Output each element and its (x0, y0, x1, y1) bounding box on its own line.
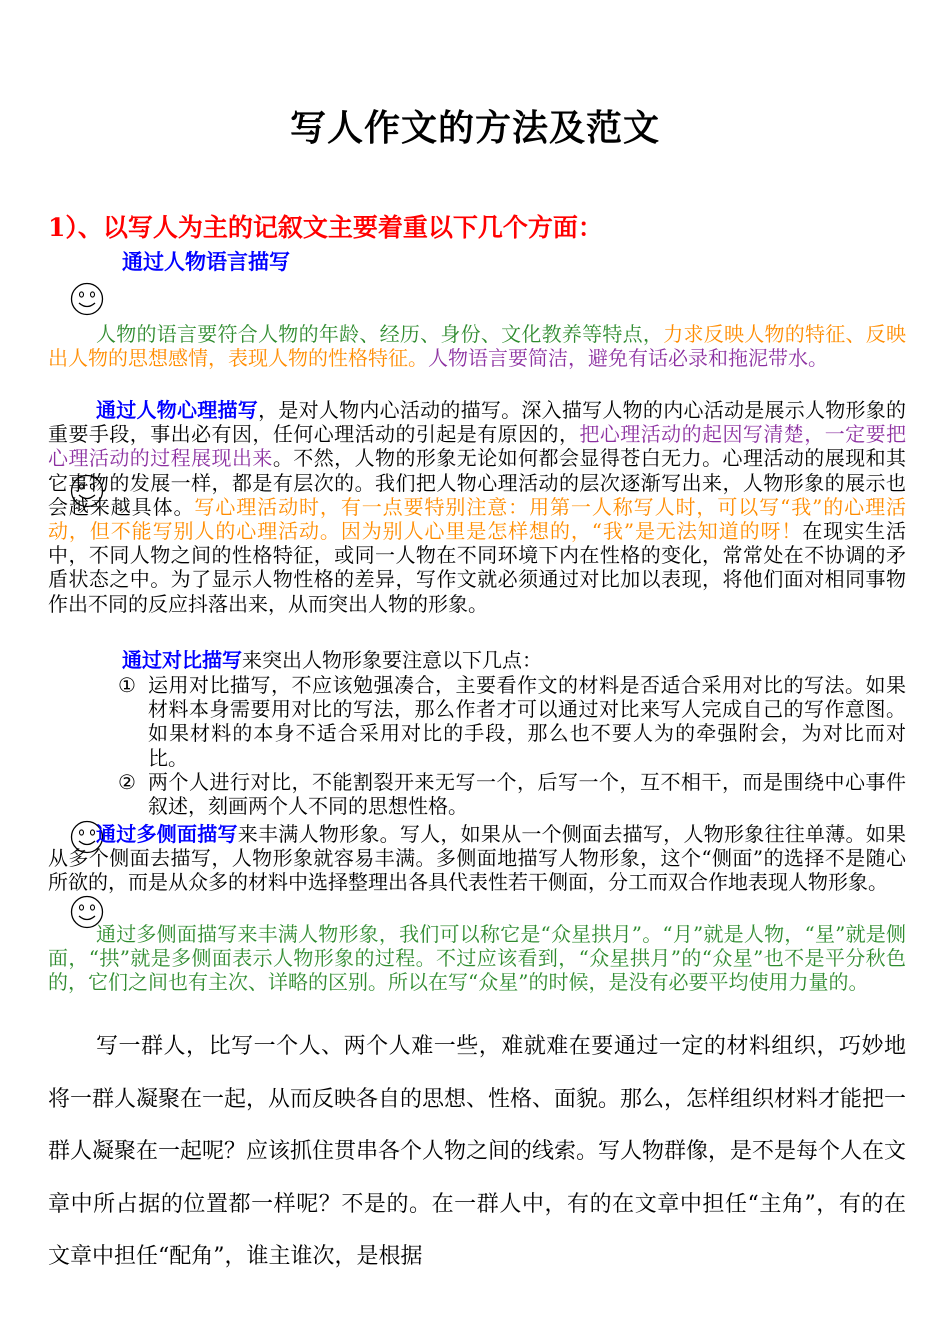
label-psychology: 通过人物心理描写 (96, 398, 259, 422)
label-contrast: 通过对比描写 (122, 648, 242, 672)
paragraph-contrast: 通过对比描写来突出人物形象要注意以下几点： (122, 648, 542, 672)
paragraph-multiside: 通过多侧面描写来丰满人物形象。写人，如果从一个侧面去描写，人物形象往往单薄。如果从多个侧面去描写，人物形象就容易丰满。多侧面地描写人物形象，这个“侧面”的选择不是随心所欲的，而是从众多的材料中选择整理出各具代表性若干侧面，分工而双合作地表现人物形象。 (48, 822, 907, 895)
list-item: ② 两个人进行对比，不能割裂开来无写一个，后写一个，互不相干，而是围绕中心事件叙述，刻画两个人不同的思想性格。 (118, 769, 906, 819)
smiley-icon (70, 474, 104, 508)
paragraph-stars: 通过多侧面描写来丰满人物形象，我们可以称它是“众星拱月”。“月”就是人物，“星”就是侧面，“拱”就是多侧面表示人物形象的过程。不过应该看到，“众星拱月”的“众星”也不是平分秋色的，它们之间也有主次、详略的区别。所以在写“众星”的时候，是没有必要平均使用力量的。 (48, 922, 906, 995)
contrast-list (118, 673, 906, 818)
smiley-icon (70, 282, 104, 316)
paragraph-psychology: 通过人物心理描写，是对人物内心活动的描写。深入描写人物的内心活动是展示人物形象的重要手段，事出必有因，任何心理活动的引起是有原因的，把心理活动的起因写清楚，一定要把心理活动的过程展现出来。不然，人物的形象无论如何都会显得苍白无力。心理活动的展现和其它事物的发展一样，都是有层次的。我们把人物心理活动的层次逐渐写出来，人物形象的展示也会越来越具体。写心理活动时，有一点要特别注意：用第一人称写人时，可以写“我”的心理活动，但不能写别人的心理活动。因为别人心里是怎样想的，“我”是无法知道的呀！在现实生活中，不同人物之间的性格特征，或同一人物在不同环境下内在性格的变化，常常处在不协调的矛盾状态之中。为了显示人物性格的差异，写作文就必须通过对比加以表现，将他们面对相同事物作出不同的反应抖落出来，从而突出人物的形象。 (48, 398, 907, 616)
page-title: 写人作文的方法及范文 (289, 107, 660, 149)
label-multiside: 通过多侧面描写 (96, 822, 238, 846)
list-item: ① 运用对比描写，不应该勉强凑合，主要看作文的材料是否适合采用对比的写法。如果材料本身需要用对比的写法，那么作者才可以通过对比来写人完成自己的写作意图。如果材料的本身不适合采用对比的手段，那么也不要人为的牵强附会，为对比而对比。 (118, 673, 906, 770)
paragraph-language: 人物的语言要符合人物的年龄、经历、身份、文化教养等特点，力求反映人物的特征、反映出人物的思想感情，表现人物的性格特征。人物语言要简洁，避免有话必录和拖泥带水。 (48, 322, 907, 371)
subheading-language: 通过人物语言描写 (122, 249, 290, 274)
paragraph-group: 写一群人，比写一个人、两个人难一些，难就难在要通过一定的材料组织，巧妙地将一群人凝聚在一起，从而反映各自的思想、性格、面貌。那么，怎样组织材料才能把一群人凝聚在一起呢？应该抓住贯串各个人物之间的线索。写人物群像，是不是每个人在文章中所占据的位置都一样呢？不是的。在一群人中，有的在文章中担任“主角”，有的在文章中担任“配角”，谁主谁次，是根据 (48, 1034, 907, 1269)
section-heading: 1）、以写人为主的记叙文主要着重以下几个方面： (48, 213, 603, 242)
